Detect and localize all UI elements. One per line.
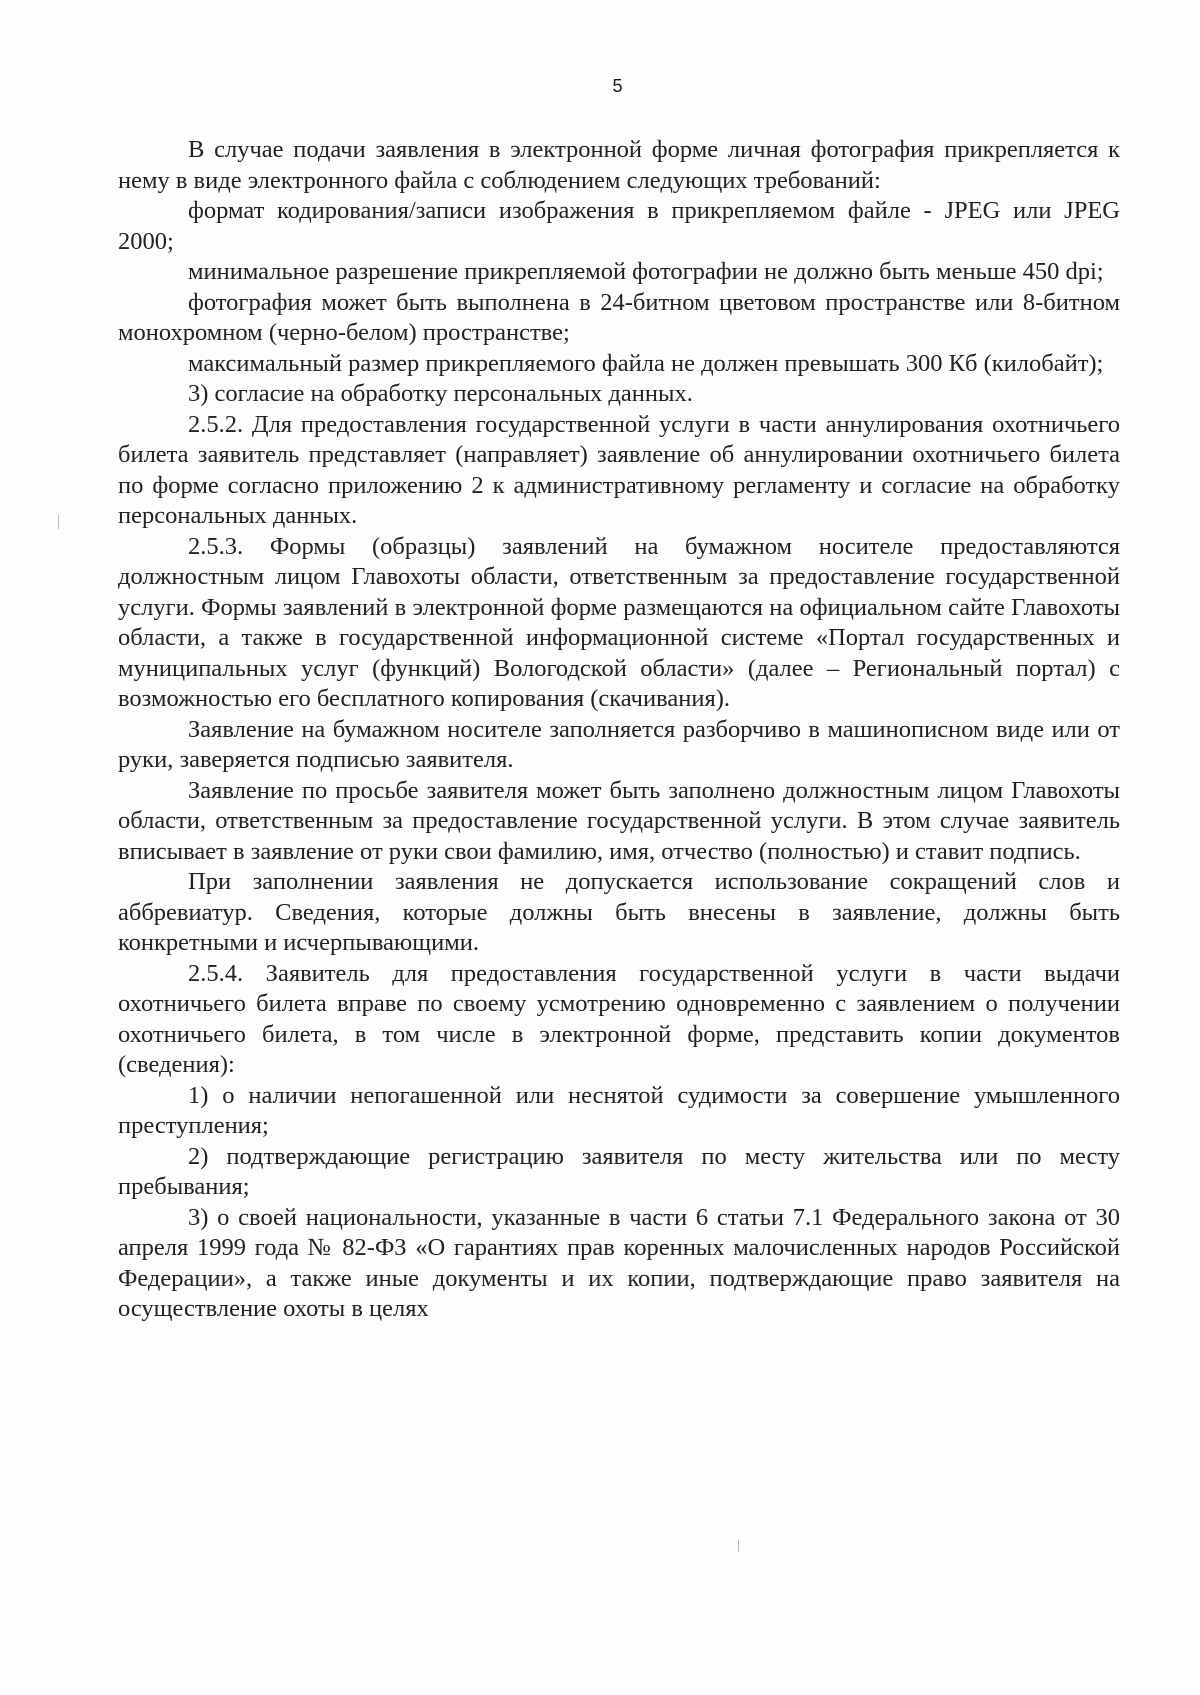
paragraph: 3) о своей национальности, указанные в части 6 статьи 7.1 Федерального закона от 30 апреля 1999 года № 82-ФЗ «О гарантиях прав коренных малочисленных народов Российской Федерации», а также иные документы и их копии, подтверждающие право заявителя на осуществление охоты в целях <box>118 1203 1120 1322</box>
scan-artifact <box>58 515 59 529</box>
paragraph: минимальное разрешение прикрепляемой фотографии не должно быть меньше 450 dpi; <box>188 258 1104 285</box>
paragraph: максимальный размер прикрепляемого файла не должен превышать 300 Кб (килобайт); <box>188 349 1104 377</box>
scan-artifact <box>738 1540 739 1552</box>
paragraph: При заполнении заявления не допускается использование сокращений слов и аббревиатур. Сведения, которые должны быть внесены в заявление, должны быть конкретными и исчерпывающими. <box>118 868 1120 956</box>
document-body <box>118 135 1120 1325</box>
paragraph: 2.5.4. Заявитель для предоставления государственной услуги в части выдачи охотничьего билета вправе по своему усмотрению одновременно с заявлением о получении охотничьего билета, в том числе в электронной форме, представить копии документов (сведения): <box>118 959 1120 1078</box>
paragraph: 2.5.3. Формы (образцы) заявлений на бумажном носителе предоставляются должностным лицом Главохоты области, ответственным за предоставление государственной услуги. Формы заявлений в электронной форме размещаются на официальном сайте Главохоты области, а также в государственной информационной системе «Портал государственных и муниципальных услуг (функций) Вологодской области» (далее – Региональный портал) с возможностью его бесплатного копирования (скачивания). <box>118 532 1120 712</box>
paragraph: В случае подачи заявления в электронной форме личная фотография прикрепляется к нему в виде электронного файла с соблюдением следующих требований: <box>118 136 1120 194</box>
paragraph: Заявление по просьбе заявителя может быть заполнено должностным лицом Главохоты области, ответственным за предоставление государственной услуги. В этом случае заявитель вписывает в заявление от руки свои фамилию, имя, отчество (полностью) и ставит подпись. <box>118 776 1120 865</box>
paragraph: 3) согласие на обработку персональных данных. <box>188 380 693 407</box>
page-number: 5 <box>612 76 623 96</box>
paragraph: 2) подтверждающие регистрацию заявителя по месту жительства или по месту пребывания; <box>118 1142 1120 1200</box>
paragraph: Заявление на бумажном носителе заполняется разборчиво в машинописном виде или от руки, заверяется подписью заявителя. <box>118 715 1120 773</box>
paragraph: фотография может быть выполнена в 24-битном цветовом пространстве или 8-битном монохромном (черно-белом) пространстве; <box>118 288 1120 346</box>
paragraph: формат кодирования/записи изображения в прикрепляемом файле - JPEG или JPEG 2000; <box>118 197 1120 255</box>
paragraph: 2.5.2. Для предоставления государственной услуги в части аннулирования охотничьего билета заявитель представляет (направляет) заявление об аннулировании охотничьего билета по форме согласно приложению 2 к административному регламенту и согласие на обработку персональных данных. <box>118 410 1120 529</box>
paragraph: 1) о наличии непогашенной или неснятой судимости за совершение умышленного преступления; <box>118 1081 1120 1139</box>
